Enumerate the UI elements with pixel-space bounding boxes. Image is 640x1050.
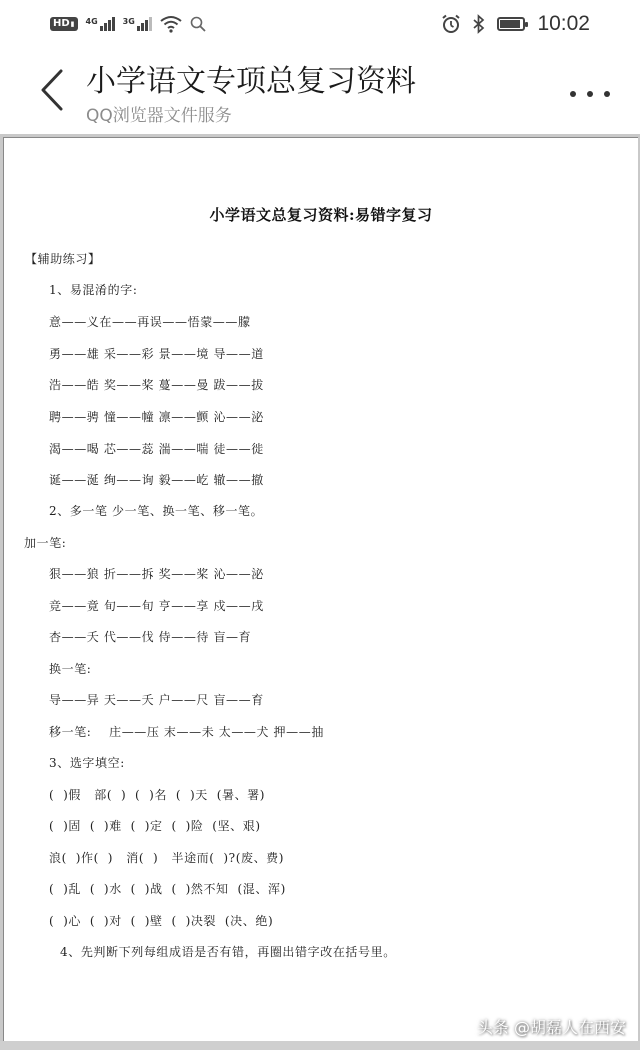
page-subtitle: QQ浏览器文件服务 [86,106,232,126]
battery-icon [497,17,525,31]
status-bar [0,0,640,48]
document-title: 小学语文总复习资料:易错字复习 [209,206,433,224]
bluetooth-icon [473,14,485,34]
doc-line: 移一笔: 庄——压 末——未 太——犬 押——抽 [49,725,324,739]
title-bar [0,48,640,134]
doc-line: 聘——骋 憧——幢 凛——颤 沁——泌 [49,410,264,424]
hd-icon: HD ▮ [50,17,78,31]
more-dot-icon [604,91,610,97]
doc-line: ( )固 ( )难 ( )定 ( )险 (坚、艰) [49,819,261,833]
status-left [50,12,206,36]
doc-line: 意——义在——再误——悟蒙——朦 [49,315,251,329]
doc-line: 狠——狼 折——拆 奖——桨 沁——泌 [49,567,264,581]
back-button[interactable] [34,66,74,114]
doc-line: ( )心 ( )对 ( )壁 ( )决裂 (决、绝) [49,914,274,928]
back-arrow-icon [34,66,74,114]
doc-line: ( )乱 ( )水 ( )战 ( )然不知 (混、浑) [49,882,286,896]
wifi-icon [160,15,182,33]
doc-line: 3、选字填空: [49,756,125,770]
doc-line: 1、易混淆的字: [49,283,138,297]
doc-line: 渴——喝 芯——蕊 湍——喘 徒——徙 [49,442,264,456]
doc-line: 换一笔: [49,662,92,676]
signal-3g-icon: 3G [123,17,152,31]
signal-4g-icon: 4G [86,17,115,31]
doc-line: 诞——涎 绚——询 毅——屹 辙——撤 [49,473,264,487]
watermark: 头条 @胡磊人在西安 [476,1018,626,1037]
doc-line: 勇——雄 采——彩 景——境 导——道 [49,347,264,361]
status-right [441,11,590,37]
more-dot-icon [587,91,593,97]
more-dot-icon [570,91,576,97]
doc-line: 竞——竟 旬——旬 亨——享 戍——戌 [49,599,264,613]
document-page [3,137,638,1043]
document-viewer[interactable] [0,134,640,1050]
doc-line: 浪( )作( ) 消( ) 半途而( )?(废、费) [49,851,285,865]
doc-line: 【辅助练习】 [25,252,101,266]
page-title: 小学语文专项总复习资料 [86,64,416,99]
page-bottom-edge [0,1041,640,1050]
doc-line: 杏——夭 代——伐 侍——待 盲—育 [49,630,252,644]
doc-line: 加一笔: [24,536,67,550]
doc-line: 2、多一笔 少一笔、换一笔、移一笔。 [49,504,264,518]
doc-line: ( )假 部( ) ( )名 ( )天 (暑、署) [49,788,266,802]
clock: 10:02 [537,12,590,35]
alarm-icon [441,14,461,34]
more-options-button[interactable] [570,86,610,102]
doc-line: 浩——皓 奖——桨 蔓——曼 跋——拔 [49,378,264,392]
doc-line: 4、先判断下列每组成语是否有错，再圈出错字改在括号里。 [60,945,396,959]
doc-line: 导——异 天——夭 户——尺 盲——育 [49,693,264,707]
search-icon [190,16,206,32]
